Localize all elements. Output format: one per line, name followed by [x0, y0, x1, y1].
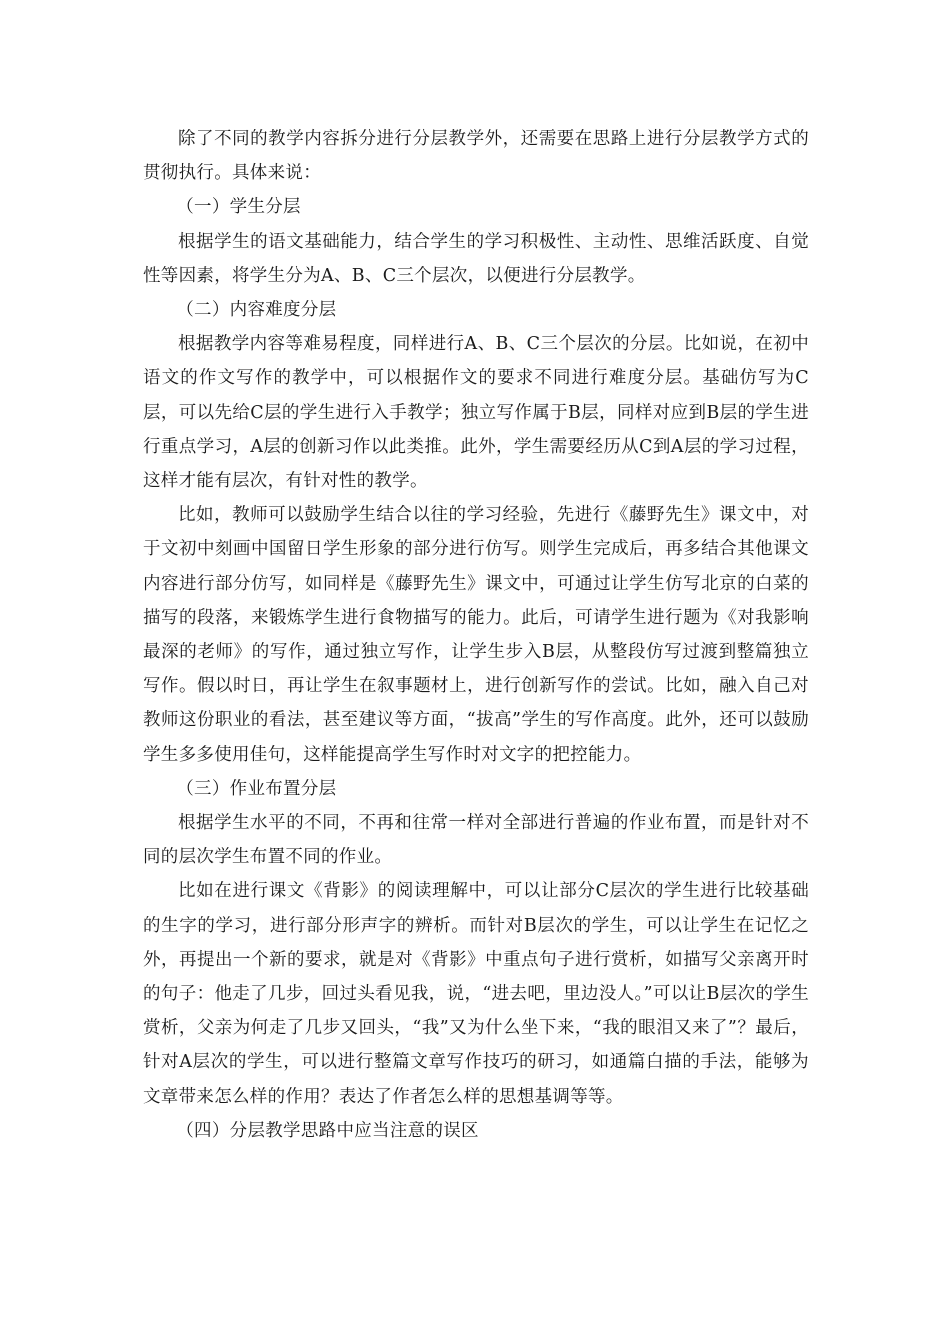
section-heading-misconceptions: （四）分层教学思路中应当注意的误区	[176, 1120, 479, 1141]
document-body	[143, 122, 809, 1148]
paragraph-homework: 根据学生水平的不同，不再和往常一样对全部进行普遍的作业布置，而是针对不同的层次学生布置不同的作业。	[143, 813, 809, 868]
paragraph-intro: 除了不同的教学内容拆分进行分层教学外，还需要在思路上进行分层教学方式的贯彻执行。具体来说：	[143, 129, 809, 184]
paragraph-example-reading: 比如在进行课文《背影》的阅读理解中，可以让部分C层次的学生进行比较基础的生字的学习，进行部分形声字的辨析。而针对B层次的学生，可以让学生在记忆之外，再提出一个新的要求，就是对《背影》中重点句子进行赏析，如描写父亲离开时的句子：他走了几步，回过头看见我，说，“进去吧，里边没人。”可以让B层次的学生赏析，父亲为何走了几步又回头，“我”又为什么坐下来，“我的眼泪又来了”？最后，针对A层次的学生，可以进行整篇文章写作技巧的研习，如通篇白描的手法，能够为文章带来怎么样的作用？表达了作者怎么样的思想基调等等。	[143, 881, 809, 1107]
section-heading-content-difficulty: （二）内容难度分层	[176, 300, 337, 321]
paragraph-content-difficulty: 根据教学内容等难易程度，同样进行A、B、C三个层次的分层。比如说，在初中语文的作文写作的教学中，可以根据作文的要求不同进行难度分层。基础仿写为C层，可以先给C层的学生进行入手教学；独立写作属于B层，同样对应到B层的学生进行重点学习，A层的创新习作以此类推。此外，学生需要经历从C到A层的学习过程，这样才能有层次，有针对性的教学。	[143, 334, 809, 492]
section-heading-student-layering: （一）学生分层	[176, 197, 301, 218]
section-heading-homework: （三）作业布置分层	[176, 778, 337, 799]
paragraph-student-layering: 根据学生的语文基础能力，结合学生的学习积极性、主动性、思维活跃度、自觉性等因素，将学生分为A、B、C三个层次，以便进行分层教学。	[143, 231, 809, 286]
paragraph-example-writing: 比如，教师可以鼓励学生结合以往的学习经验，先进行《藤野先生》课文中，对于文初中刻画中国留日学生形象的部分进行仿写。则学生完成后，再多结合其他课文内容进行部分仿写，如同样是《藤野先生》课文中，可通过让学生仿写北京的白菜的描写的段落，来锻炼学生进行食物描写的能力。此后，可请学生进行题为《对我影响最深的老师》的写作，通过独立写作，让学生步入B层，从整段仿写过渡到整篇独立写作。假以时日，再让学生在叙事题材上，进行创新写作的尝试。比如，融入自己对教师这份职业的看法，甚至建议等方面，“拔高”学生的写作高度。此外，还可以鼓励学生多多使用佳句，这样能提高学生写作时对文字的把控能力。	[143, 505, 809, 765]
